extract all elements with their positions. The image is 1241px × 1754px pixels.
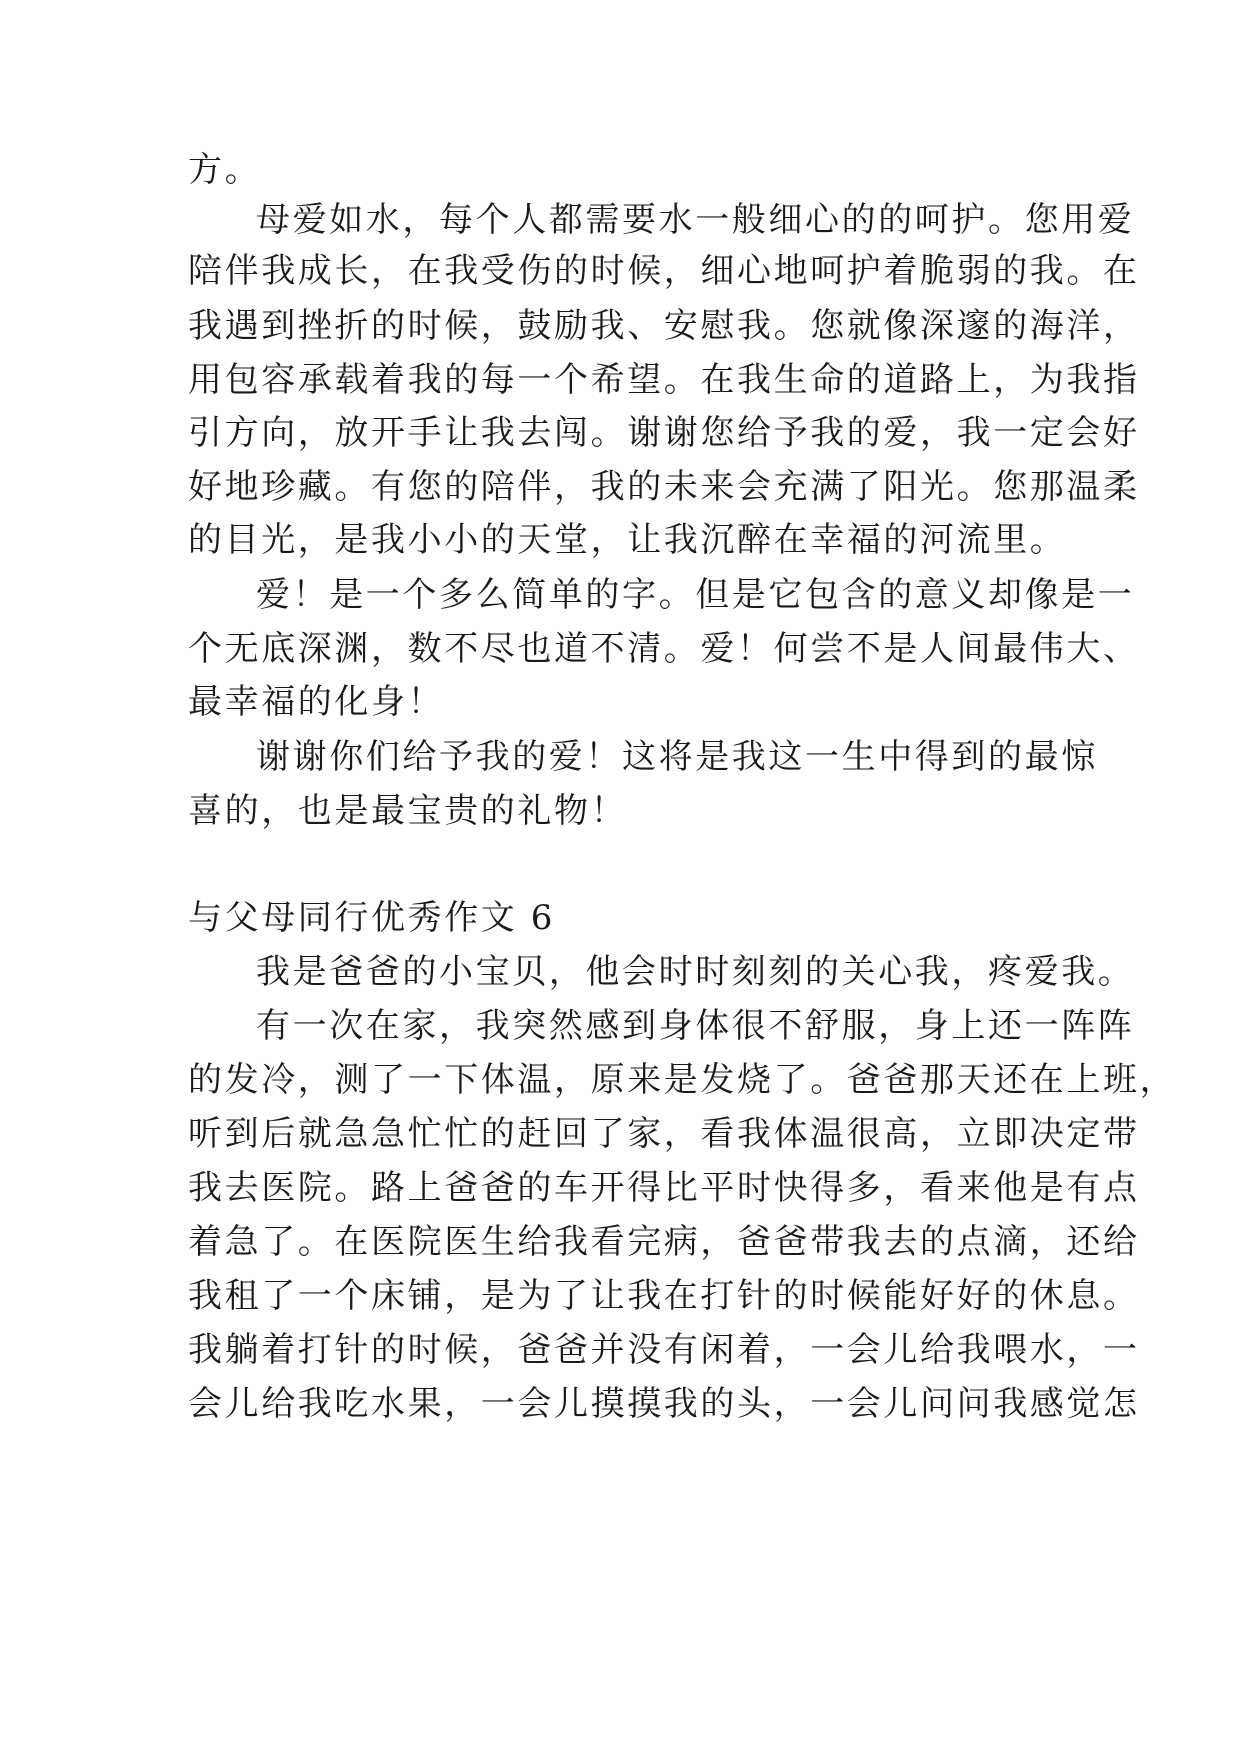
text-line: 我遇到挫折的时候，鼓励我、安慰我。您就像深邃的海洋，: [188, 306, 1140, 346]
text-line: 喜的，也是最宝贵的礼物！: [188, 791, 628, 831]
text-line: 母爱如水，每个人都需要水一般细心的的呵护。您用爱: [256, 200, 1135, 240]
text-line: 好地珍藏。有您的陪伴，我的未来会充满了阳光。您那温柔: [188, 467, 1140, 507]
text-line: 我去医院。路上爸爸的车开得比平时快得多，看来他是有点: [188, 1168, 1140, 1208]
text-line: 我是爸爸的小宝贝，他会时时刻刻的关心我，疼爱我。: [256, 952, 1135, 992]
text-line: 会儿给我吃水果，一会儿摸摸我的头，一会儿问问我感觉怎: [188, 1384, 1140, 1424]
text-line: 我躺着打针的时候，爸爸并没有闲着，一会儿给我喂水，一: [188, 1330, 1140, 1370]
text-line: 个无底深渊，数不尽也道不清。爱！何尝不是人间最伟大、: [188, 629, 1140, 669]
text-line: 的发冷，测了一下体温，原来是发烧了。爸爸那天还在上班，: [188, 1060, 1177, 1100]
text-line: 爱！是一个多么简单的字。但是它包含的意义却像是一: [256, 575, 1135, 615]
section-heading: 与父母同行优秀作文 6: [188, 898, 556, 938]
text-line: 的目光，是我小小的天堂，让我沉醉在幸福的河流里。: [188, 520, 1067, 560]
text-line: 方。: [188, 150, 262, 190]
text-line: 引方向，放开手让我去闯。谢谢您给予我的爱，我一定会好: [188, 413, 1140, 453]
text-line: 谢谢你们给予我的爱！这将是我这一生中得到的最惊: [256, 737, 1098, 777]
text-line: 陪伴我成长，在我受伤的时候，细心地呵护着脆弱的我。在: [188, 251, 1140, 291]
text-line: 用包容承载着我的每一个希望。在我生命的道路上，为我指: [188, 360, 1140, 400]
text-line: 有一次在家，我突然感到身体很不舒服，身上还一阵阵: [256, 1006, 1135, 1046]
text-line: 我租了一个床铺，是为了让我在打针的时候能好好的休息。: [188, 1276, 1140, 1316]
text-line: 听到后就急急忙忙的赶回了家，看我体温很高，立即决定带: [188, 1114, 1140, 1154]
text-line: 最幸福的化身！: [188, 682, 445, 722]
text-line: 着急了。在医院医生给我看完病，爸爸带我去的点滴，还给: [188, 1222, 1140, 1262]
